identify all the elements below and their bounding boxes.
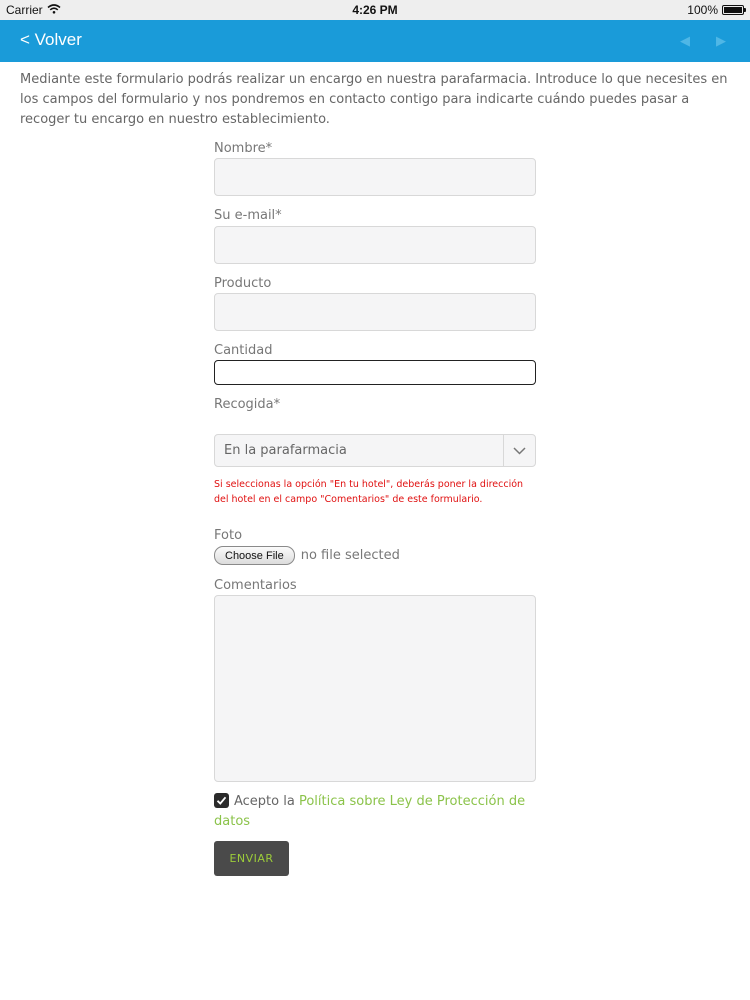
choose-file-button[interactable]: Choose File: [214, 546, 295, 565]
comments-label: Comentarios: [214, 578, 297, 593]
status-time: 4:26 PM: [352, 3, 398, 17]
quantity-label: Cantidad: [214, 343, 273, 358]
battery-icon: [722, 5, 744, 15]
comments-field[interactable]: [214, 595, 536, 782]
battery-fill: [724, 7, 742, 13]
arrow-left-icon[interactable]: ◀: [680, 34, 690, 49]
file-status: no file selected: [300, 548, 400, 563]
carrier-label: Carrier: [6, 3, 43, 17]
product-field[interactable]: [214, 293, 536, 331]
pickup-label: Recogida*: [214, 397, 281, 412]
chevron-down-icon[interactable]: [503, 435, 535, 466]
arrow-right-icon[interactable]: ▶: [716, 34, 726, 49]
name-label: Nombre*: [214, 141, 273, 156]
email-field[interactable]: [214, 226, 536, 264]
email-label: Su e-mail*: [214, 208, 282, 223]
privacy-policy-link[interactable]: Política sobre Ley de Protección de datos: [214, 794, 526, 829]
back-button[interactable]: < Volver: [20, 30, 82, 49]
intro-text: Mediante este formulario podrás realizar un encargo en nuestra parafarmacia. Introduce lo que necesites en los campos del formulario y nos pondremos en contacto contigo para indicarte cuándo puedes pasar a recoger tu encargo en nuestro establecimiento.: [20, 72, 728, 127]
submit-button[interactable]: ENVIAR: [214, 841, 289, 876]
quantity-field[interactable]: [214, 360, 536, 385]
product-label: Producto: [214, 276, 272, 291]
consent-row: [214, 792, 536, 832]
pickup-select[interactable]: [214, 434, 536, 467]
nav-bar: [0, 20, 750, 62]
pickup-selected-value: En la parafarmacia: [224, 443, 347, 458]
consent-checkbox[interactable]: [214, 793, 229, 808]
status-right: [687, 3, 744, 17]
photo-label: Foto: [214, 528, 243, 543]
status-bar: [0, 0, 750, 20]
name-field[interactable]: [214, 158, 536, 196]
pickup-note: Si seleccionas la opción "En tu hotel", deberás poner la dirección del hotel en el campo "Comentarios" de este formulario.: [214, 479, 524, 505]
file-picker: [214, 546, 400, 565]
consent-text: Acepto la: [234, 794, 299, 809]
battery-percent: 100%: [687, 3, 718, 17]
